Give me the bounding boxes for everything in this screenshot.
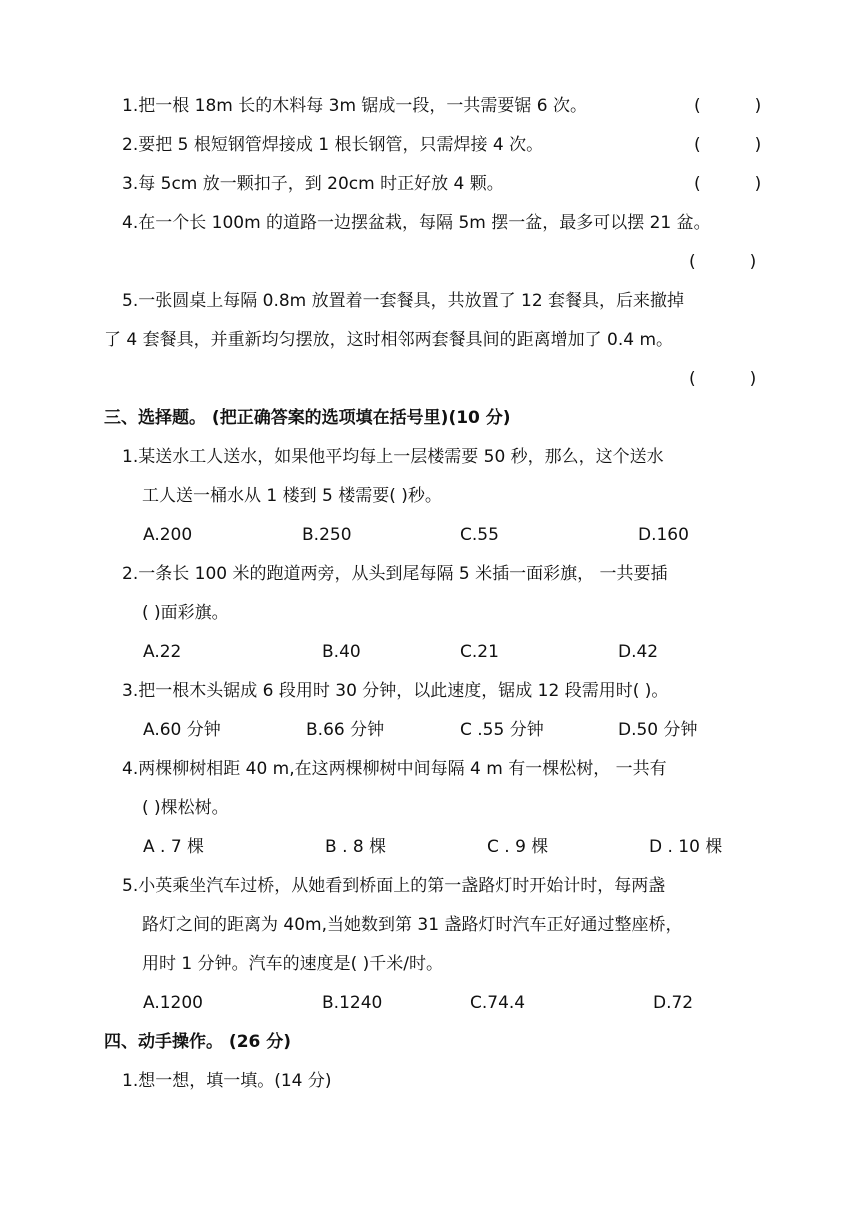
- choice-q4-option-b[interactable]: B . 8 棵: [325, 837, 387, 857]
- choice-q1-option-a[interactable]: A.200: [143, 525, 193, 545]
- choice-q5-option-c[interactable]: C.74.4: [470, 993, 526, 1013]
- choice-q5-line2: 路灯之间的距离为 40m,当她数到第 31 盏路灯时汽车正好通过整座桥，: [142, 915, 683, 935]
- choice-q2-option-d[interactable]: D.42: [618, 642, 659, 662]
- choice-q3-option-d[interactable]: D.50 分钟: [618, 720, 698, 740]
- choice-q5-line3: 用时 1 分钟。汽车的速度是( )千米/时。: [142, 954, 444, 974]
- judge-q4-text: 4.在一个长 100m 的道路一边摆盆栽，每隔 5m 摆一盆，最多可以摆 21 盆。: [122, 213, 711, 233]
- judge-q5-answer-paren[interactable]: ( ): [689, 369, 757, 389]
- choice-q2-option-a[interactable]: A.22: [143, 642, 182, 662]
- section-4-q1: 1.想一想，填一填。(14 分): [122, 1071, 332, 1091]
- judge-q2-answer-paren[interactable]: ( ): [694, 135, 762, 155]
- choice-q1-line2: 工人送一桶水从 1 楼到 5 楼需要( )秒。: [142, 486, 442, 506]
- choice-q5-option-b[interactable]: B.1240: [322, 993, 383, 1013]
- judge-q5-line1: 5.一张圆桌上每隔 0.8m 放置着一套餐具，共放置了 12 套餐具，后来撤掉: [122, 291, 685, 311]
- choice-q2-line2: ( )面彩旗。: [142, 603, 229, 623]
- choice-q1-option-d[interactable]: D.160: [638, 525, 689, 545]
- choice-q4-option-d[interactable]: D . 10 棵: [649, 837, 723, 857]
- choice-q4-option-a[interactable]: A . 7 棵: [143, 837, 205, 857]
- section-3-title: 三、选择题。 (把正确答案的选项填在括号里)(10 分): [104, 408, 511, 428]
- judge-q3-answer-paren[interactable]: ( ): [694, 174, 762, 194]
- judge-q5-line2: 了 4 套餐具，并重新均匀摆放，这时相邻两套餐具间的距离增加了 0.4 m。: [104, 330, 674, 350]
- choice-q3-line1: 3.把一根木头锯成 6 段用时 30 分钟，以此速度，锯成 12 段需用时( )。: [122, 681, 669, 701]
- choice-q5-option-a[interactable]: A.1200: [143, 993, 203, 1013]
- choice-q3-option-c[interactable]: C .55 分钟: [460, 720, 544, 740]
- choice-q4-line1: 4.两棵柳树相距 40 m,在这两棵柳树中间每隔 4 m 有一棵松树， 一共有: [122, 759, 667, 779]
- judge-q4-answer-paren[interactable]: ( ): [689, 252, 757, 272]
- choice-q2-option-b[interactable]: B.40: [322, 642, 361, 662]
- judge-q2-text: 2.要把 5 根短钢管焊接成 1 根长钢管，只需焊接 4 次。: [122, 135, 544, 155]
- choice-q5-line1: 5.小英乘坐汽车过桥，从她看到桥面上的第一盏路灯时开始计时，每两盏: [122, 876, 666, 896]
- choice-q1-option-c[interactable]: C.55: [460, 525, 499, 545]
- choice-q3-option-b[interactable]: B.66 分钟: [306, 720, 385, 740]
- choice-q2-line1: 2.一条长 100 米的跑道两旁，从头到尾每隔 5 米插一面彩旗， 一共要插: [122, 564, 668, 584]
- choice-q5-option-d[interactable]: D.72: [653, 993, 694, 1013]
- choice-q1-line1: 1.某送水工人送水，如果他平均每上一层楼需要 50 秒，那么，这个送水: [122, 447, 664, 467]
- section-4-title: 四、动手操作。 (26 分): [104, 1032, 292, 1052]
- choice-q1-option-b[interactable]: B.250: [302, 525, 352, 545]
- choice-q3-option-a[interactable]: A.60 分钟: [143, 720, 221, 740]
- choice-q4-option-c[interactable]: C . 9 棵: [487, 837, 549, 857]
- judge-q1-answer-paren[interactable]: ( ): [694, 96, 762, 116]
- judge-q3-text: 3.每 5cm 放一颗扣子，到 20cm 时正好放 4 颗。: [122, 174, 504, 194]
- choice-q4-line2: ( )棵松树。: [142, 798, 229, 818]
- choice-q2-option-c[interactable]: C.21: [460, 642, 499, 662]
- judge-q1-text: 1.把一根 18m 长的木料每 3m 锯成一段，一共需要锯 6 次。: [122, 96, 588, 116]
